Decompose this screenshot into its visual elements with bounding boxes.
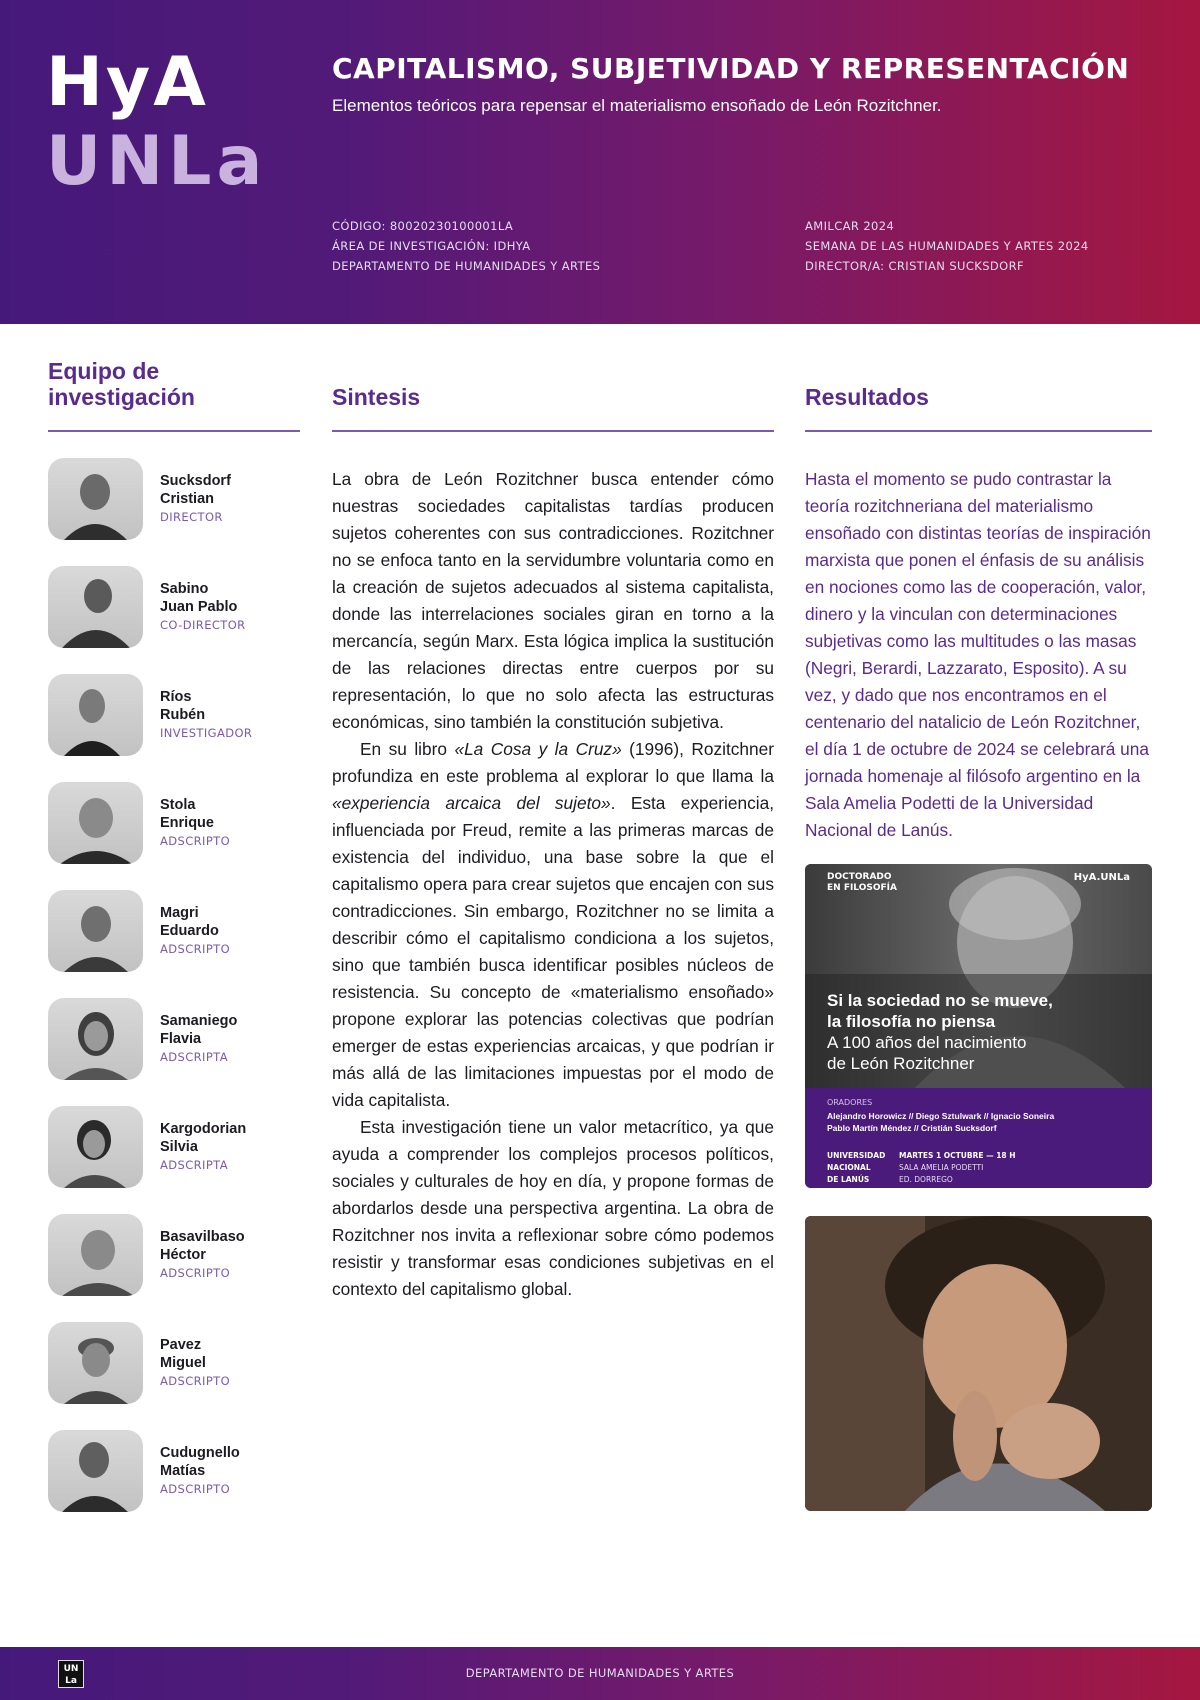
sintesis-paragraph-2: En su libro «La Cosa y la Cruz» (1996), Rozitchner profundiza en este problema al explorar lo que llama la «experiencia arcaica del sujeto». Esta experiencia, influenciada por Freud, remite a las primeras marcas de existencia del individuo, una base sobre la que el capitalismo opera para crear sujetos que encajen con sus contradicciones. Sin embargo, Rozitchner no se limita a describir cómo el capitalismo condiciona a los sujetos, sino que también busca identificar posibles núcleos de resistencia. Su concepto de «materialismo ensoñado» propone explorar las potencias colectivas que podrían emerger de estas experiencias arcaicas, y que podrían ir más allá de las limitaciones impuestas por el modo de vida capitalista. xyxy=(332,739,774,1110)
meta-director: DIRECTOR/A: CRISTIAN SUCKSDORF xyxy=(805,259,1025,273)
sintesis-divider xyxy=(332,430,774,432)
meta-event: SEMANA DE LAS HUMANIDADES Y ARTES 2024 xyxy=(805,239,1089,253)
member-role: ADSCRIPTO xyxy=(160,1266,231,1280)
member-photo xyxy=(48,890,143,972)
sintesis-paragraph-3: Esta investigación tiene un valor metacrítico, ya que ayuda a comprender los complejos procesos políticos, sociales y culturales de hoy en día, y propone formas de abordarlos desde una perspectiva argentina. La obra de Rozitchner nos invita a reflexionar sobre cómo podemos resistir y transformar esas condiciones subjetivas en el contexto del capitalismo global. xyxy=(332,1117,774,1299)
team-member xyxy=(48,1214,308,1296)
logo-line-unla: UNLa xyxy=(46,122,268,201)
header-banner xyxy=(0,0,1200,324)
hya-unla-logo xyxy=(46,44,267,202)
project-meta-right xyxy=(805,216,1089,276)
unla-footer-logo: UN La xyxy=(58,1660,84,1688)
member-name: Ríos Rubén xyxy=(160,689,206,723)
team-member xyxy=(48,1322,308,1404)
poster-program-label: DOCTORADO EN FILOSOFÍA xyxy=(827,872,897,893)
quoted-concept: «experiencia arcaica del sujeto» xyxy=(332,793,611,813)
meta-area: ÁREA DE INVESTIGACIÓN: IDHYA xyxy=(332,239,531,253)
member-name: Samaniego Flavia xyxy=(160,1013,238,1047)
member-name: Stola Enrique xyxy=(160,797,214,831)
member-role: ADSCRIPTA xyxy=(160,1050,228,1064)
rozitchner-photo xyxy=(805,1216,1152,1511)
poster-institution: UNIVERSIDAD NACIONAL DE LANÚS xyxy=(827,1151,886,1184)
poster-logo: HyA.UNLa xyxy=(1073,872,1130,883)
member-photo xyxy=(48,458,143,540)
page-subtitle: Elementos teóricos para repensar el materialismo ensoñado de León Rozitchner. xyxy=(332,96,942,115)
footer-bar xyxy=(0,1647,1200,1700)
member-name: Cudugnello Matías xyxy=(160,1445,240,1479)
member-photo xyxy=(48,782,143,864)
poster-speakers-label: ORADORES xyxy=(827,1098,873,1107)
poster-speakers: Alejandro Horowicz // Diego Sztulwark // Ignacio Soneira Pablo Martín Méndez // Cristián Sucksdorf xyxy=(827,1111,1055,1133)
member-photo xyxy=(48,1214,143,1296)
meta-department: DEPARTAMENTO DE HUMANIDADES Y ARTES xyxy=(332,259,601,273)
team-member xyxy=(48,998,308,1080)
member-role: ADSCRIPTO xyxy=(160,1482,231,1496)
member-role: ADSCRIPTO xyxy=(160,834,231,848)
event-poster xyxy=(805,864,1152,1188)
team-divider xyxy=(48,430,300,432)
team-member xyxy=(48,458,308,540)
meta-code: CÓDIGO: 80020230100001LA xyxy=(332,219,514,233)
team-member xyxy=(48,1106,308,1188)
sintesis-heading: Sintesis xyxy=(332,384,421,410)
page-title: CAPITALISMO, SUBJETIVIDAD Y REPRESENTACIÓN xyxy=(332,52,1130,85)
poster-date-venue: MARTES 1 OCTUBRE — 18 H SALA AMELIA PODETTI ED. DORREGO xyxy=(899,1151,1016,1184)
member-name: Pavez Miguel xyxy=(160,1337,206,1371)
member-photo xyxy=(48,1430,143,1512)
member-photo xyxy=(48,1322,143,1404)
poster-subheadline: A 100 años del nacimiento de León Rozitchner xyxy=(827,1033,1027,1073)
team-member xyxy=(48,1430,308,1512)
member-photo xyxy=(48,566,143,648)
member-photo xyxy=(48,674,143,756)
member-role: ADSCRIPTO xyxy=(160,942,231,956)
resultados-divider xyxy=(805,430,1152,432)
team-member xyxy=(48,890,308,972)
member-role: ADSCRIPTA xyxy=(160,1158,228,1172)
member-role: INVESTIGADOR xyxy=(160,726,253,740)
poster-headline: Si la sociedad no se mueve, la filosofía no piensa xyxy=(827,991,1053,1031)
book-title: «La Cosa y la Cruz» xyxy=(454,739,622,759)
team-heading: Equipo de investigación xyxy=(48,358,195,410)
member-name: Kargodorian Silvia xyxy=(160,1121,247,1155)
member-name: Sucksdorf Cristian xyxy=(160,473,231,507)
team-member xyxy=(48,674,308,756)
member-name: Magri Eduardo xyxy=(160,905,219,939)
resultados-body: Hasta el momento se pudo contrastar la teoría rozitchneriana del materialismo ensoñado con distintas teorías de inspiración marxista que ponen el énfasis de su análisis en nociones como las de cooperación, valor, dinero y la vinculan con determinaciones subjetivas como las multitudes o las masas (Negri, Berardi, Lazzarato, Esposito). A su vez, y dado que nos encontramos en el centenario del natalicio de León Rozitchner, el día 1 de octubre de 2024 se celebrará una jornada homenaje al filósofo argentino en la Sala Amelia Podetti de la Universidad Nacional de Lanús. xyxy=(805,469,1151,840)
member-role: ADSCRIPTO xyxy=(160,1374,231,1388)
team-member xyxy=(48,782,308,864)
member-photo xyxy=(48,1106,143,1188)
logo-line-hya: HyA xyxy=(46,43,209,122)
member-name: Sabino Juan Pablo xyxy=(160,581,238,615)
member-role: CO-DIRECTOR xyxy=(160,618,246,632)
member-photo xyxy=(48,998,143,1080)
project-meta-left xyxy=(332,216,600,276)
member-role: DIRECTOR xyxy=(160,510,223,524)
resultados-heading: Resultados xyxy=(805,384,929,410)
footer-department: DEPARTAMENTO DE HUMANIDADES Y ARTES xyxy=(465,1666,735,1680)
member-name: Basavilbaso Héctor xyxy=(160,1229,245,1263)
meta-program: AMILCAR 2024 xyxy=(805,219,895,233)
sintesis-paragraph-1: La obra de León Rozitchner busca entender cómo nuestras sociedades capitalistas tardías producen sujetos coherentes con sus contradicciones. Rozitchner no se enfoca tanto en la servidumbre voluntaria como en la creación de sujetos adecuados al sistema capitalista, donde las interrelaciones sociales giran en torno a la mercancía, según Marx. Esta lógica implica la sustitución de las relaciones directas entre cuerpos por su representación, lo que no solo afecta las estructuras económicas, sino también la constitución subjetiva. xyxy=(332,469,774,732)
team-member xyxy=(48,566,308,648)
sintesis-body xyxy=(332,466,774,1303)
